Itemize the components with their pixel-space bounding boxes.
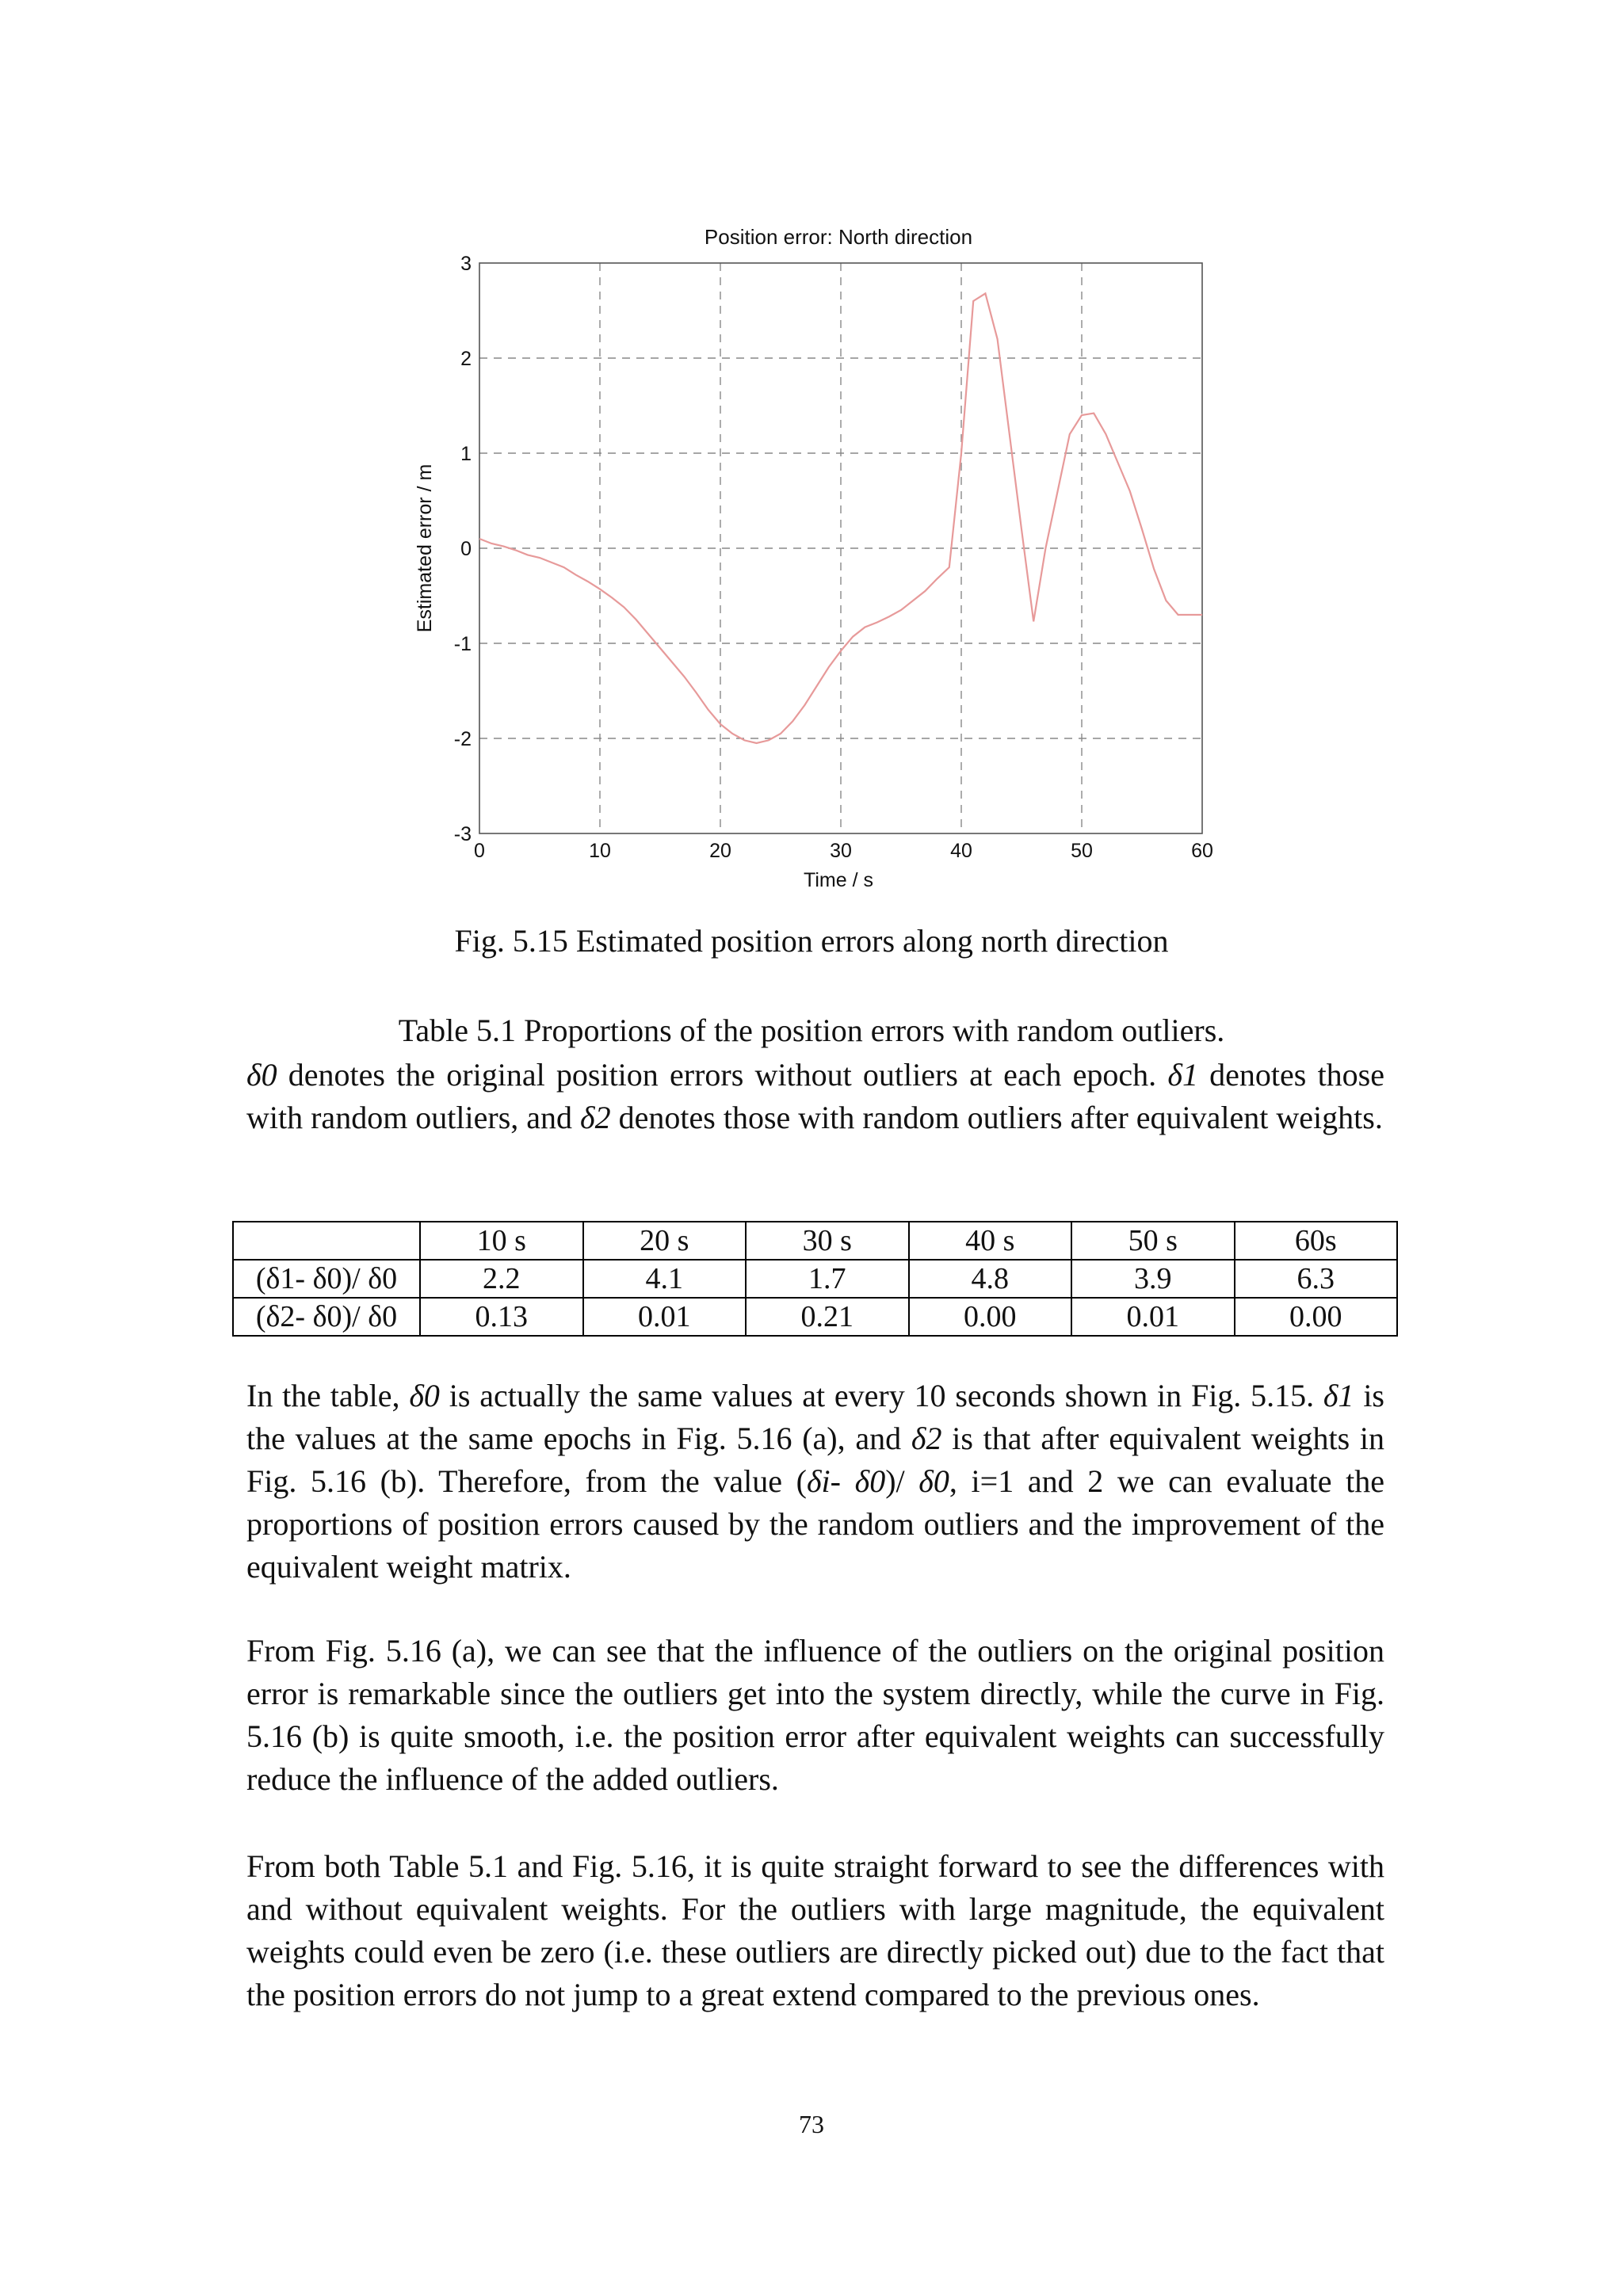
table-header-row bbox=[233, 1222, 1397, 1260]
x-axis-label: Time / s bbox=[804, 869, 873, 891]
x-tick-label: 40 bbox=[950, 840, 972, 862]
figure-caption: Fig. 5.15 Estimated position errors along north direction bbox=[454, 923, 1169, 959]
y-tick-label: -2 bbox=[453, 728, 472, 750]
table-row bbox=[233, 1260, 1397, 1298]
paragraph-3 bbox=[246, 1845, 1384, 2016]
y-tick-label: 3 bbox=[460, 253, 472, 275]
p1-text: )/ bbox=[885, 1463, 919, 1499]
delta-i-symbol: δi bbox=[806, 1463, 831, 1499]
page-number: 73 bbox=[799, 2110, 824, 2138]
p1-text: is that after equivalent weights in Fig. 5.16 (b). Therefore, from the value ( bbox=[246, 1421, 1385, 1499]
x-tick-label: 10 bbox=[589, 840, 611, 862]
position-error-chart bbox=[396, 214, 1252, 895]
y-tick-label: 2 bbox=[460, 348, 472, 370]
table-cell: 4.1 bbox=[583, 1260, 747, 1298]
y-tick-labels bbox=[454, 253, 472, 845]
p1-text: is the values at the same epochs in Fig. 5.16 (a), and bbox=[246, 1378, 1384, 1456]
delta-2-symbol: δ2 bbox=[911, 1421, 942, 1456]
table-description bbox=[246, 1054, 1384, 1139]
table-header-cell: 50 s bbox=[1071, 1222, 1235, 1260]
table-header-cell: 10 s bbox=[420, 1222, 583, 1260]
y-tick-label: 1 bbox=[460, 443, 472, 465]
table-cell: 0.01 bbox=[1071, 1298, 1235, 1336]
desc-text-1: denotes the original position errors without outliers at each epoch. bbox=[277, 1057, 1168, 1093]
table-row bbox=[233, 1298, 1397, 1336]
paragraph-3-text: From both Table 5.1 and Fig. 5.16, it is quite straight forward to see the differences with and without equivalent weights. For the outliers with large magnitude, the equivalent weights could even be zero (i.e. these outliers are directly picked out) due to the fact that the position errors do not jump to a great extend compared to the previous ones. bbox=[246, 1848, 1384, 2012]
y-tick-label: -3 bbox=[453, 823, 472, 845]
x-tick-label: 20 bbox=[709, 840, 731, 862]
p1-text: - bbox=[830, 1463, 855, 1499]
delta-0-symbol: δ0 bbox=[918, 1463, 949, 1499]
delta-1-symbol: δ1 bbox=[1167, 1057, 1198, 1093]
table-header-cell: 40 s bbox=[909, 1222, 1072, 1260]
table-header-cell: 60s bbox=[1235, 1222, 1398, 1260]
x-tick-label: 50 bbox=[1071, 840, 1093, 862]
table-cell: 6.3 bbox=[1235, 1260, 1398, 1298]
table-cell: 0.00 bbox=[909, 1298, 1072, 1336]
delta-0-symbol: δ0 bbox=[246, 1057, 277, 1093]
x-tick-label: 0 bbox=[474, 840, 485, 862]
y-axis-label: Estimated error / m bbox=[414, 463, 436, 633]
table-row-label: (δ2- δ0)/ δ0 bbox=[233, 1298, 420, 1336]
table-header-cell: 30 s bbox=[746, 1222, 909, 1260]
y-tick-label: -1 bbox=[453, 633, 472, 655]
chart-title: Position error: North direction bbox=[704, 225, 973, 249]
x-tick-labels bbox=[474, 840, 1213, 862]
delta-0-symbol: δ0 bbox=[854, 1463, 886, 1499]
y-tick-label: 0 bbox=[460, 538, 472, 560]
x-tick-label: 30 bbox=[830, 840, 852, 862]
p1-text: In the table, bbox=[246, 1378, 410, 1413]
proportions-table bbox=[232, 1221, 1398, 1337]
table-header-cell bbox=[233, 1222, 420, 1260]
paragraph-2-text: From Fig. 5.16 (a), we can see that the influence of the outliers on the original position error is remarkable since the outliers get into the system directly, while the curve in Fig. 5.16 (b) is quite smooth, i.e. the position error after equivalent weights can successfully reduce the influence of the added outliers. bbox=[246, 1633, 1384, 1797]
delta-2-symbol: δ2 bbox=[580, 1100, 611, 1135]
desc-text-2: denotes those with random outliers, and bbox=[246, 1057, 1385, 1135]
table-caption: Table 5.1 Proportions of the position errors with random outliers. bbox=[398, 1013, 1225, 1048]
table-cell: 1.7 bbox=[746, 1260, 909, 1298]
table-row-label: (δ1- δ0)/ δ0 bbox=[233, 1260, 420, 1298]
x-tick-label: 60 bbox=[1191, 840, 1213, 862]
table-cell: 0.01 bbox=[583, 1298, 747, 1336]
paragraph-2 bbox=[246, 1630, 1384, 1801]
chart-grid bbox=[479, 263, 1202, 833]
series-line-north-error bbox=[479, 293, 1202, 743]
table-cell: 3.9 bbox=[1071, 1260, 1235, 1298]
table-cell: 0.13 bbox=[420, 1298, 583, 1336]
table-cell: 4.8 bbox=[909, 1260, 1072, 1298]
table-header-cell: 20 s bbox=[583, 1222, 747, 1260]
p1-text: , i=1 and 2 we can evaluate the proportions of position errors caused by the random outliers and the improvement of the equivalent weight matrix. bbox=[246, 1463, 1385, 1585]
table-cell: 0.00 bbox=[1235, 1298, 1398, 1336]
table-cell: 0.21 bbox=[746, 1298, 909, 1336]
table-cell: 2.2 bbox=[420, 1260, 583, 1298]
delta-0-symbol: δ0 bbox=[409, 1378, 440, 1413]
p1-text: is actually the same values at every 10 seconds shown in Fig. 5.15. bbox=[439, 1378, 1323, 1413]
desc-text-3: denotes those with random outliers after equivalent weights. bbox=[610, 1100, 1383, 1135]
delta-1-symbol: δ1 bbox=[1323, 1378, 1354, 1413]
paragraph-1 bbox=[246, 1375, 1384, 1589]
